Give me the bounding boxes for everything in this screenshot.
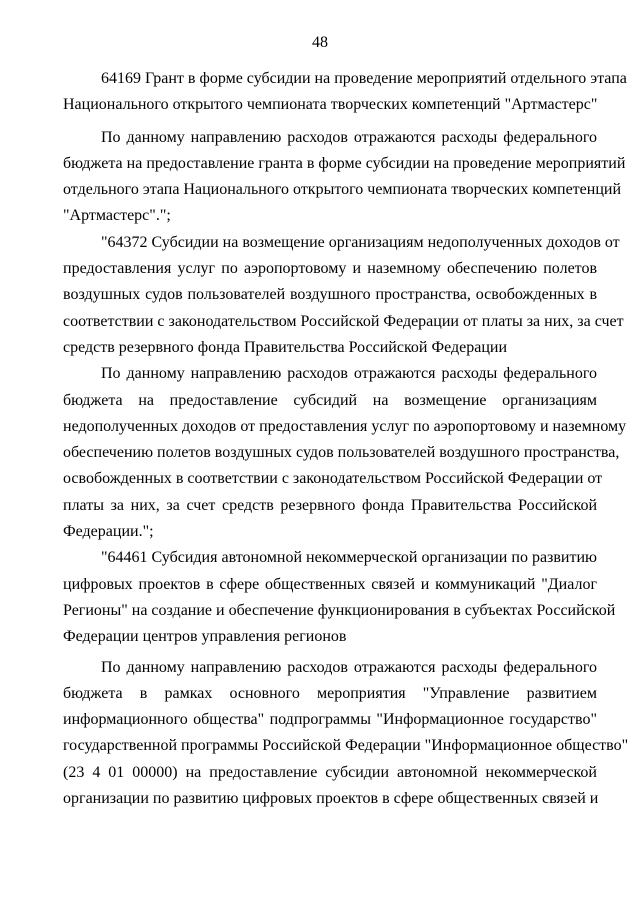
document-body — [63, 66, 629, 812]
text-line: (23 4 01 00000) на предоставление субсидии автономной некоммерческой — [63, 763, 597, 781]
text-line: бюджета в рамках основного мероприятия "Управление развитием — [63, 684, 597, 702]
text-line: недополученных доходов от предоставления услуг по аэропортовому и наземному — [63, 417, 627, 435]
text-line: По данному направлению расходов отражаются расходы федерального — [101, 658, 597, 676]
text-line: обеспечению полетов воздушных судов пользователей воздушного пространства, — [63, 444, 620, 462]
text-line: государственной программы Российской Федерации "Информационное общество" — [63, 737, 629, 755]
text-line: отдельного этапа Национального открытого чемпионата творческих компетенций — [63, 181, 622, 199]
text-line: средств резервного фонда Правительства Российской Федерации — [63, 338, 508, 356]
text-line: платы за них, за счет средств резервного фонда Правительства Российской — [63, 496, 597, 514]
text-line: "64461 Субсидия автономной некоммерческой организации по развитию — [101, 549, 597, 567]
text-line: Федерации центров управления регионов — [63, 628, 347, 646]
text-line: организации по развитию цифровых проектов в сфере общественных связей и — [63, 790, 599, 808]
text-line: 64169 Грант в форме субсидии на проведение мероприятий отдельного этапа — [101, 70, 627, 87]
text-line: предоставления услуг по аэропортовому и наземному обеспечению полетов — [63, 260, 597, 278]
text-line: Национального открытого чемпионата творческих компетенций "Артмастерс" — [63, 96, 598, 114]
text-line: информационного общества" подпрограммы "Информационное государство" — [63, 711, 597, 729]
text-line: "64372 Субсидии на возмещение организациям недополученных доходов от — [101, 233, 620, 251]
text-line: бюджета на предоставление гранта в форме субсидии на проведение мероприятий — [63, 154, 626, 172]
paragraph-5 — [63, 545, 616, 650]
text-line: По данному направлению расходов отражаются расходы федерального — [101, 128, 597, 146]
text-line: По данному направлению расходов отражаются расходы федерального — [101, 365, 597, 383]
text-line: Регионы" на создание и обеспечение функционирования в субъектах Российской — [63, 601, 616, 619]
paragraph-1 — [63, 66, 627, 119]
paragraph-3 — [63, 230, 624, 361]
page-number: 48 — [312, 34, 328, 51]
text-line: освобожденных в соответствии с законодательством Российской Федерации от — [63, 470, 603, 488]
text-line: "Артмастерс"."; — [63, 207, 171, 225]
text-line: цифровых проектов в сфере общественных связей и коммуникаций "Диалог — [63, 575, 597, 593]
text-line: Федерации."; — [63, 523, 154, 541]
text-line: воздушных судов пользователей воздушного пространства, освобожденных в — [63, 286, 597, 304]
paragraph-4 — [63, 361, 627, 545]
text-line: бюджета на предоставление субсидий на возмещение организациям — [63, 391, 597, 409]
paragraph-2 — [63, 125, 626, 230]
paragraph-6 — [63, 655, 629, 813]
text-line: соответствии с законодательством Российской Федерации от платы за них, за счет — [63, 312, 624, 330]
